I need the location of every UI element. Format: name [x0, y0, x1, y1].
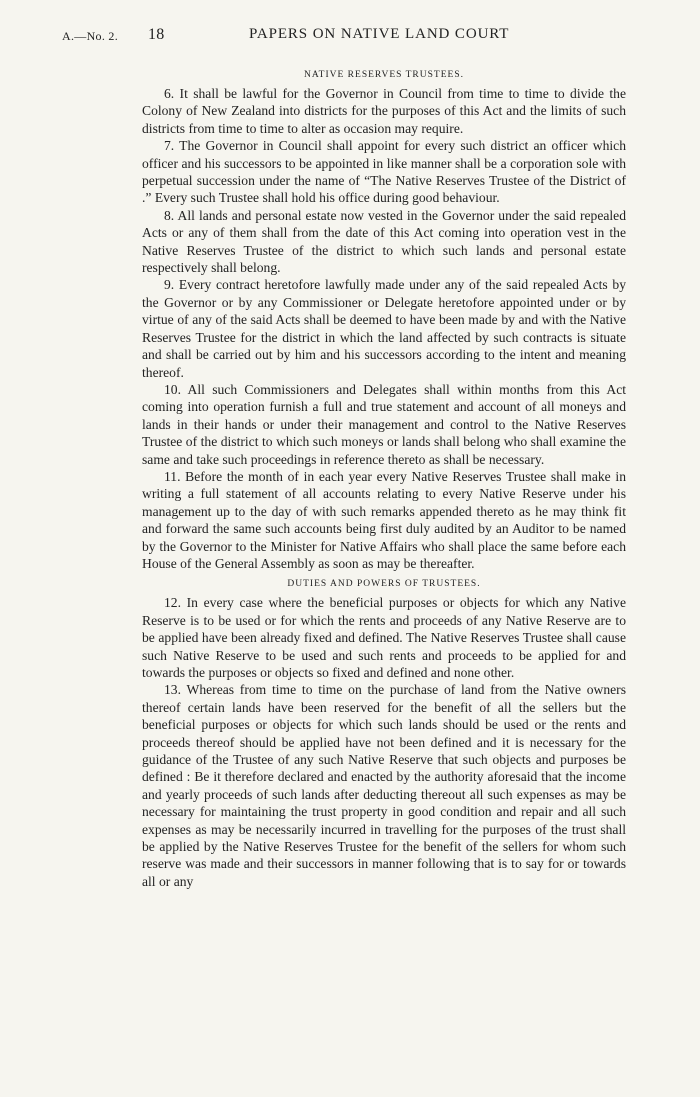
document-body: [142, 68, 626, 890]
running-title: PAPERS ON NATIVE LAND COURT: [249, 26, 510, 42]
clause-12: 12. In every case where the beneficial purposes or objects for which any Native Reserve is to be used or for which the rents and proceeds of any Native Reserve are to be applied have been already fixed and defined. The Native Reserves Trustee shall cause such Native Reserve to be used and such rents and proceeds to be applied for and towards the purposes or objects so fixed and defined and none other.: [142, 595, 626, 680]
clause-11: 11. Before the month of in each year every Native Reserves Trustee shall make in writing a full statement of all accounts relating to every Native Reserve under his management up to the day of with such remarks appended thereto as he may think fit and forward the same such accounts being first duly audited by an Auditor to be named by the Governor to the Minister for Native Affairs who shall place the same before each House of the General Assembly as soon as may be thereafter.: [142, 468, 626, 571]
clause-13: 13. Whereas from time to time on the purchase of land from the Native owners thereof certain lands have been reserved for the benefit of all the sellers but the beneficial purposes or objects for which such lands should be used or the rents and proceeds thereof should be applied have not been defined and it is necessary for the guidance of the Trustee of any such Native Reserve that such objects and purposes be defined : Be it therefore declared and enacted by the authority aforesaid that the income and yearly proceeds of such lands after deducting thereout all such expenses as may be necessary for maintaining the trust property in good condition and repair and all such expenses as may be necessarily incurred in travelling for the purposes of the trust shall be applied by the Native Reserves Trustee for the benefit of the sellers for whom such reserve was made and their successors in manner following that is to say for or towards all or any: [142, 682, 626, 889]
clause-6: 6. It shall be lawful for the Governor in Council from time to time to divide the Colony of New Zealand into districts for the purposes of this Act and the limits of such districts from time to time to alter as occasion may require.: [142, 86, 626, 136]
clause-9: 9. Every contract heretofore lawfully made under any of the said repealed Acts by the Governor or by any Commissioner or Delegate heretofore appointed under or by virtue of any of the said Acts shall be deemed to have been made by and with the Native Reserves Trustee for the district in which the land affected by such contracts is situate and shall be carried out by him and his successors according to the intent and meaning thereof.: [142, 277, 626, 380]
section-heading-duties-and-powers: DUTIES AND POWERS OF TRUSTEES.: [287, 579, 481, 590]
page-number: 18: [148, 26, 165, 43]
document-reference: A.—No. 2.: [62, 29, 119, 43]
clause-8: 8. All lands and personal estate now vested in the Governor under the said repealed Acts or any of them shall from the date of this Act coming into operation vest in the Native Reserves Trustee of the district to which such lands and personal estate respectively shall belong.: [142, 207, 626, 276]
clause-7: 7. The Governor in Council shall appoint for every such district an officer which officer and his successors to be appointed in like manner shall be a corporation sole with perpetual succession under the name of “The Native Reserves Trustee of the District of .” Every such Trustee shall hold his office during good behaviour.: [142, 138, 626, 206]
section-heading-native-reserves-trustees: NATIVE RESERVES TRUSTEES.: [304, 70, 464, 80]
clause-10: 10. All such Commissioners and Delegates shall within months from this Act coming into operation furnish a full and true statement and account of all moneys and lands in their hands or under their management and control to the Native Reserves Trustee of the district to which such moneys or lands shall belong who shall examine the same and take such proceedings in reference thereto as shall be necessary.: [142, 381, 626, 467]
page-header: [62, 26, 662, 48]
